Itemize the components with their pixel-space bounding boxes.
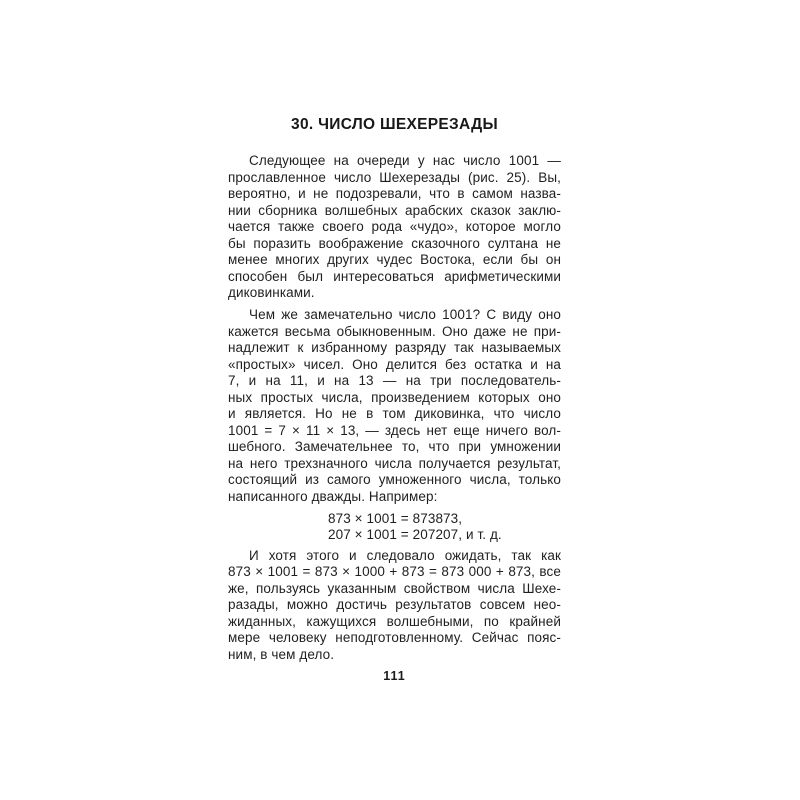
text-line: способен был интересоваться арифметическими [228, 268, 561, 284]
text-line: нии сборника волшебных арабских сказок заклю- [228, 202, 561, 218]
paragraph-3 [228, 548, 561, 664]
text-line: и является. Но не в том диковинка, что число [228, 406, 561, 421]
text-line: надлежит к избранному разряду так называемых [228, 340, 561, 355]
equation-line: 207 × 1001 = 207207, и т. д. [328, 527, 502, 542]
text-column [228, 116, 561, 669]
text-line: ных простых числа, произведением которых оно [228, 389, 561, 405]
formula-block [228, 511, 561, 544]
text-line: состоящий из самого умноженного числа, только [228, 472, 561, 487]
paragraph-1 [228, 153, 561, 302]
text-line: «простых» чисел. Оно делится без остатка и на [228, 356, 561, 372]
text-line: же, пользуясь указанным свойством числа Шехе- [228, 580, 561, 596]
text-line: 7, и на 11, и на 13 — на три последователь- [228, 373, 561, 388]
equation-line: 873 × 1001 = 873873, [328, 510, 463, 526]
text-line: жиданных, кажущихся волшебными, по крайней [228, 613, 561, 629]
text-line: 1001 = 7 × 11 × 13, — здесь нет еще ничего вол- [228, 422, 561, 438]
text-line: на него трехзначного числа получается результат, [228, 455, 561, 471]
text-line: вероятно, и не подозревали, что в самом назва- [228, 186, 561, 201]
text-line: кажется весьма обыкновенным. Оно даже не при- [228, 323, 561, 339]
chapter-heading: 30. ЧИСЛО ШЕХЕРЕЗАДЫ [291, 116, 498, 133]
text-line: Следующее на очереди у нас число 1001 — [249, 153, 561, 168]
text-line: менее многих других чудес Востока, если бы он [228, 252, 561, 267]
text-line: ним, в чем дело. [228, 646, 335, 662]
text-line: бы поразить воображение сказочного султана не [228, 235, 561, 251]
paragraph-2 [228, 307, 561, 505]
text-line: 873 × 1001 = 873 × 1000 + 873 = 873 000 + 873, все [228, 564, 561, 579]
body-text [228, 153, 561, 663]
text-line: И хотя этого и следовало ожидать, так как [249, 547, 561, 563]
text-line: чается также своего рода «чудо», которое могло [228, 219, 561, 234]
text-line: написанного дважды. Например: [228, 488, 438, 504]
page-number: 111 [383, 669, 406, 683]
text-line: разады, можно достичь результатов совсем нео- [228, 597, 561, 612]
text-line: прославленное число Шехерезады (рис. 25). Вы, [228, 169, 561, 185]
text-line: шебного. Замечательнее то, что при умножении [228, 439, 561, 454]
text-line: мере человеку неподготовленному. Сейчас пояс- [228, 630, 561, 645]
text-line: диковинками. [228, 285, 315, 300]
text-line: Чем же замечательно число 1001? С виду оно [249, 307, 561, 322]
